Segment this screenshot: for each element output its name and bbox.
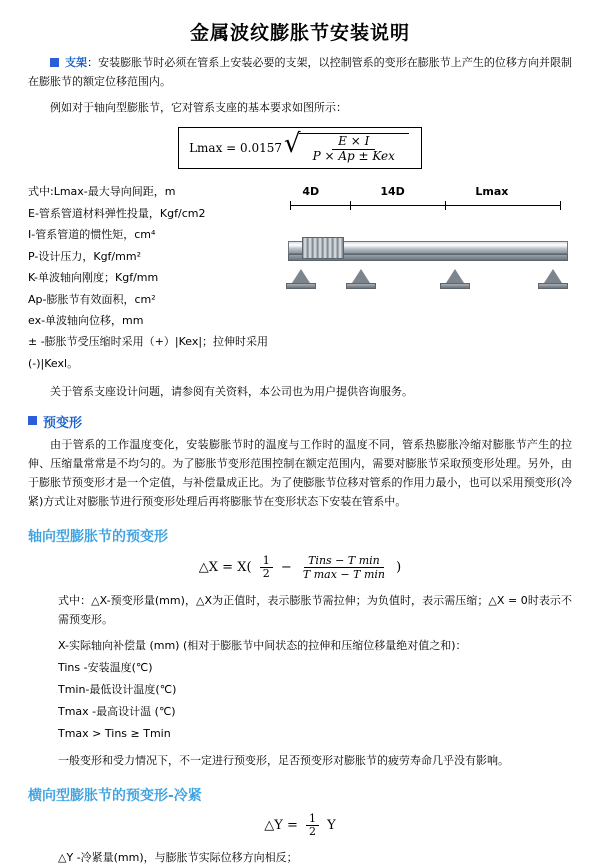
diagram-dimension-lines — [290, 201, 566, 211]
formula-lmax-lhs: Lmax = 0.0157 — [189, 141, 283, 156]
section-predeformation-heading-row — [28, 412, 572, 431]
formula-delta-x-half-num: 1 — [260, 555, 273, 568]
subsection-axial-notes — [58, 635, 572, 745]
legend-item-6: ex-单波轴向位移，mm — [28, 313, 144, 327]
formula-delta-y — [28, 813, 572, 838]
subsection-axial-closing: 一般变形和受力情况下，不一定进行预变形，足否预变形对膨胀节的疲劳寿命几乎没有影响。 — [58, 754, 509, 768]
section-support-intro: 支架：安装膨胀节时必须在管系上安装必要的支架，以控制管系的变形在膨胀节上产生的位移方向并限制在膨胀节的额定位移范围内。 — [28, 56, 573, 89]
diagram-label-lmax: Lmax — [475, 185, 509, 199]
formula-delta-x-half — [260, 555, 273, 580]
formula-delta-y-half-num: 1 — [306, 813, 319, 826]
blue-square-icon-2 — [28, 416, 37, 425]
legend-item-0: 式中:Lmax-最大导向间距，m — [28, 185, 176, 199]
support-3 — [440, 267, 470, 289]
formula-lmax-container — [28, 127, 572, 170]
support-4 — [538, 267, 568, 289]
legend-item-3: P-设计压力，Kgf/mm² — [28, 249, 141, 263]
legend-item-7: ± -膨胀节受压缩时采用（+）|Kex|；拉伸时采用(-)|Kexl。 — [28, 335, 269, 370]
formula-delta-y-half — [306, 813, 319, 838]
diagram-label-4d: 4D — [302, 185, 320, 199]
axial-note-4: Tmax > Tins ≥ Tmin — [58, 727, 171, 741]
formula-delta-x-lhs: △X = X( — [198, 559, 252, 575]
formula-delta-x-rhs: ) — [396, 559, 402, 575]
legend-item-1: E-管系管道材料弹性投量，Kgf/cm2 — [28, 206, 206, 220]
formula-delta-y-rhs: Y — [327, 817, 336, 833]
formula-delta-x-half-den: 2 — [262, 566, 270, 580]
subsection-axial-heading: 轴向型膨胀节的预变形 — [28, 528, 168, 545]
section-support-closing: 关于管系支座设计问题，请参阅有关资料，本公司也为用户提供咨询服务。 — [50, 385, 413, 399]
subsection-axial-explain1: 式中：△X-预变形量(mm)，△X为正值时，表示膨胀节需拉伸；为负值时，表示需压缩；△X = 0时表示不需预变形。 — [58, 593, 572, 627]
formula-lmax-radical — [284, 128, 409, 164]
diagram-pipe-area — [280, 215, 576, 291]
subsection-lateral-heading: 横向型膨胀节的预变形-冷紧 — [28, 787, 202, 804]
support-2 — [346, 267, 376, 289]
formula-delta-x — [28, 554, 572, 581]
axial-note-0: X-实际轴向补偿量 (mm) (相对于膨胀节中间状态的拉伸和压缩位移量绝对值之和)： — [58, 639, 467, 653]
formula-lmax-box — [178, 127, 422, 170]
formula-delta-y-lhs: △Y = — [264, 817, 298, 833]
expansion-joint-diagram — [280, 185, 572, 293]
formula-lmax-denominator: P × Ap ± Kex — [312, 148, 395, 163]
section-support-paragraph1: 安装膨胀节时必须在管系上安装必要的支架，以控制管系的变形在膨胀节上产生的位移方向并限制在膨胀节的额定位移范围内。 — [28, 56, 573, 89]
document-page — [0, 18, 600, 864]
section-predeformation-paragraph1: 由于管系的工作温度变化，安装膨胀节时的温度与工作时的温度不同，管系热膨胀冷缩对膨胀节产生的拉伸、压缩量常常是不均匀的。为了膨胀节变形范围控制在额定范围内，需要对膨胀节采取预变形处理。另外，由于膨胀节预变形才是一个定值，与补偿量成正比。为了使膨胀节位移对管系的作用力最小，也可以采用预变形(冷紧)方式让对膨胀节进行预变形处理后再将膨胀节在变形状态下安装在管系中。 — [28, 437, 572, 509]
formula-delta-y-half-den: 2 — [309, 824, 316, 838]
document-body — [0, 53, 600, 867]
formula-delta-x-minus: − — [280, 559, 292, 575]
blue-square-icon — [50, 58, 59, 67]
radical-sign-icon: √ — [284, 128, 301, 159]
section-support-paragraph2: 例如对于轴向型膨胀节，它对管系支座的基本要求如图所示： — [50, 100, 347, 114]
axial-note-2: Tmin-最低设计温度(℃) — [58, 683, 177, 697]
formula-delta-x-temp-frac — [299, 554, 389, 581]
diagram-label-14d: 14D — [380, 185, 405, 199]
legend-item-4: K-单波轴向刚度；Kgf/mm — [28, 271, 159, 285]
legend-list — [28, 181, 274, 374]
legend-item-5: Ap-膨胀节有效面积，cm² — [28, 292, 156, 306]
section-predeformation-heading: 预变形 — [43, 415, 83, 431]
subsection-lateral-explain: △Y -冷紧量(mm)，与膨胀节实际位移方向相反； — [58, 850, 298, 864]
formula-lmax-numerator: E × I — [332, 135, 375, 150]
section-support-heading: 支架 — [65, 56, 88, 69]
axial-note-3: Tmax -最高设计温 (℃) — [58, 705, 176, 719]
legend-and-diagram-row — [28, 181, 572, 374]
formula-delta-x-temp-den: T max − T min — [302, 567, 385, 581]
formula-delta-x-temp-num: Tins − T min — [304, 554, 384, 568]
legend-item-2: I-管系管道的惯性矩，cm⁴ — [28, 228, 156, 242]
bellows-icon — [302, 237, 344, 259]
support-1 — [286, 267, 316, 289]
axial-note-1: Tins -安装温度(℃) — [58, 661, 153, 675]
page-title: 金属波纹膨胀节安装说明 — [189, 22, 410, 44]
